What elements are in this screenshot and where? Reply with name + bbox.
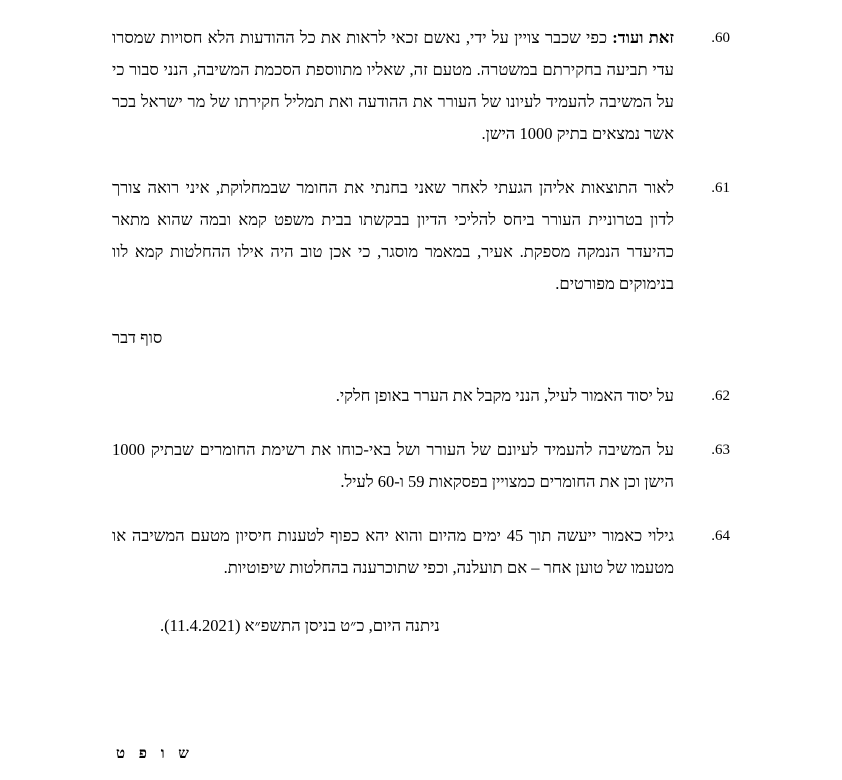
paragraph-text (112, 22, 674, 150)
numbered-paragraph (112, 520, 730, 584)
paragraph-number: .64 (711, 528, 730, 544)
paragraph-continuation: כפי שכבר צויין על ידי, נאשם זכאי לראות את כל ההודעות הלא חסויות שמסרו עדי תביעה בחקירתם במשטרה. מטעם זה, שאליו מתווספת הסכמת המשיבה, הנני סבור כי על המשיבה להעמיד לעיונו של העורר את ההודעה ואת תמליל חקירתו של מר ישראל בכר אשר נמצאים בתיק 1000 הישן. (112, 28, 674, 143)
paragraph-text: לאור התוצאות אליהן הגעתי לאחר שאני בחנתי את החומר שבמחלוקת, איני רואה צורך לדון בטרוניית העורר ביחס להליכי הדיון בבקשתו בבית משפט קמא ובמה שהוא מתאר כהיעדר הנמקה מספקת. אעיר, במאמר מוסגר, כי אכן טוב היה אילו ההחלטות קמא לוו בנימוקים מפורטים. (112, 178, 674, 293)
paragraph-number: .61 (711, 180, 730, 196)
document-body (112, 22, 730, 642)
date-line: ניתנה היום, כ״ט בניסן התשפ״א (11.4.2021). (160, 616, 440, 635)
paragraph-number: .63 (711, 442, 730, 458)
paragraph-number: .60 (711, 30, 730, 46)
numbered-paragraph (112, 380, 730, 412)
numbered-paragraph (112, 22, 730, 150)
numbered-paragraph (112, 172, 730, 300)
numbered-paragraph (112, 434, 730, 498)
section-heading-label: סוף דבר (112, 328, 163, 347)
paragraph-text: על יסוד האמור לעיל, הנני מקבל את הערר באופן חלקי. (335, 386, 674, 405)
section-heading (112, 322, 730, 354)
judge-title: ש ו פ ט (116, 746, 194, 762)
paragraph-lead-phrase: זאת ועוד: (612, 28, 674, 47)
signature-block (116, 744, 194, 764)
paragraph-text: על המשיבה להעמיד לעיונם של העורר ושל באי-כוחו את רשימת החומרים שבתיק 1000 הישן וכן את החומרים כמצויין בפסקאות 59 ו-60 לעיל. (112, 440, 674, 491)
paragraph-number: .62 (711, 388, 730, 404)
paragraph-text: גילוי כאמור ייעשה תוך 45 ימים מהיום והוא יהא כפוף לטענות חיסיון מטעם המשיבה או מטעמו של טוען אחר – אם תועלנה, וכפי שתוכרענה בהחלטות שיפוטיות. (112, 526, 674, 577)
